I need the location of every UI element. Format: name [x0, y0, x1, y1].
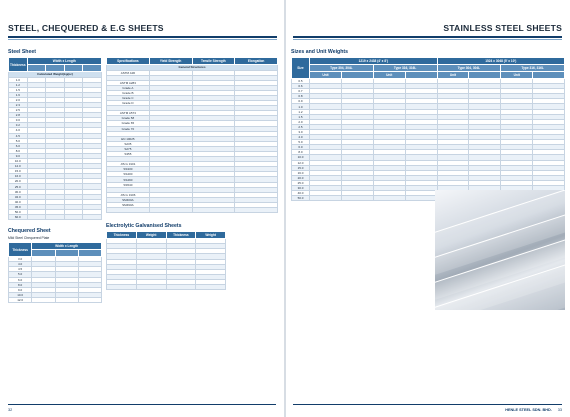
steel-sheet-cell: 30.0: [9, 189, 28, 194]
steel-sheet-cell: [83, 215, 102, 220]
sizes-unit-2: [341, 72, 373, 79]
specifications-section: [106, 44, 278, 290]
chequered-sheet-row: [9, 297, 102, 302]
sizes-cell: [341, 196, 373, 201]
left-header-rule-thin: [8, 39, 277, 40]
spec-cell: ASTM A283: [107, 80, 150, 85]
steel-sheet-cell: 3.0: [9, 118, 28, 123]
steel-calc-weight-band: Calculated Weight(kg/pc): [9, 72, 102, 78]
chequered-sheet-cell: [32, 297, 55, 302]
steel-size-col-2: [46, 65, 65, 72]
steel-thickness-header: Thickness: [9, 58, 28, 72]
sizes-sub-304-a: Type 304, 304L: [310, 65, 374, 72]
steel-sheet-cell: 45.0: [9, 204, 28, 209]
spec-cell: S275: [107, 146, 150, 151]
spec-row: [107, 208, 278, 213]
right-header: [293, 6, 562, 36]
steel-sheet-cell: 6.0: [9, 143, 28, 148]
sizes-cell: 1.2: [292, 109, 310, 114]
left-footer-rule: [8, 404, 276, 405]
spec-cell: Grade A: [107, 85, 150, 90]
electrolytic-cell: [107, 284, 137, 289]
sizes-cell: 30.0: [292, 185, 310, 190]
spec-cell: SM400A: [107, 197, 150, 202]
chequered-sheet-body: [9, 257, 102, 303]
stainless-sheets-photo: [435, 190, 565, 310]
left-page-number: 32: [8, 408, 13, 412]
sizes-cell: 2.0: [292, 119, 310, 124]
spec-cell: [107, 208, 150, 213]
steel-sheet-cell: 12.0: [9, 164, 28, 169]
steel-sheet-cell: [27, 215, 46, 220]
sizes-cell: 5.0: [292, 140, 310, 145]
eg-header-thickness-1: Thickness: [107, 232, 137, 239]
sizes-cell: 2.5: [292, 124, 310, 129]
sizes-cell: 40.0: [292, 191, 310, 196]
electrolytic-table: [106, 231, 226, 290]
specifications-body: [107, 70, 278, 213]
sizes-cell: [405, 196, 437, 201]
specifications-table: [106, 57, 278, 213]
sizes-size-header: Size: [292, 58, 310, 79]
steel-sheet-section: [8, 44, 102, 303]
spec-cell: JIS G 3106: [107, 192, 150, 197]
sizes-cell: 0.5: [292, 79, 310, 84]
sizes-cell: 1.0: [292, 104, 310, 109]
sizes-cell: 25.0: [292, 180, 310, 185]
steel-size-col-1: [27, 65, 46, 72]
steel-sheet-cell: 16.0: [9, 174, 28, 179]
steel-sheet-cell: 4.5: [9, 133, 28, 138]
spec-cell: JIS G 3101: [107, 162, 150, 167]
right-page-number: 33: [557, 408, 562, 412]
sizes-body: [292, 79, 565, 201]
sizes-cell: 1.5: [292, 114, 310, 119]
sizes-unit-7: Unit: [501, 72, 533, 79]
sizes-cell: 0.8: [292, 94, 310, 99]
right-page-title: STAINLESS STEEL SHEETS: [443, 23, 562, 33]
steel-sheet-cell: 40.0: [9, 199, 28, 204]
spec-cell: SS400: [107, 172, 150, 177]
electrolytic-cell: [196, 284, 226, 289]
sizes-group-5x10: 1524 x 3048 (5' x 10'): [437, 58, 565, 65]
chequered-sheet-cell: 9.0: [9, 287, 32, 292]
right-header-rule: [293, 36, 562, 38]
sizes-cell: 10.0: [292, 155, 310, 160]
steel-sheet-table: [8, 57, 102, 220]
chequered-sheet-table: [8, 242, 102, 303]
sizes-cell: 0.7: [292, 89, 310, 94]
steel-sheet-cell: 1.0: [9, 77, 28, 82]
sizes-table: [291, 57, 565, 201]
sizes-cell: 12.0: [292, 160, 310, 165]
steel-sheet-body: [9, 77, 102, 220]
sizes-unit-5: Unit: [437, 72, 469, 79]
sizes-cell: [310, 196, 342, 201]
steel-size-col-3: [64, 65, 83, 72]
sizes-unit-1: Unit: [310, 72, 342, 79]
steel-sheet-cell: 8.0: [9, 148, 28, 153]
sizes-sub-316-a: Type 316, 316L: [373, 65, 437, 72]
steel-sheet-cell: [46, 215, 65, 220]
steel-sheet-cell: 2.8: [9, 113, 28, 118]
steel-sheet-cell: [64, 215, 83, 220]
spec-cell: [235, 208, 278, 213]
sizes-section: [291, 44, 565, 201]
spec-cell: S355: [107, 152, 150, 157]
sizes-title: Sizes and Unit Weights: [291, 49, 348, 55]
steel-sheet-cell: 20.0: [9, 179, 28, 184]
electrolytic-cell: [166, 284, 196, 289]
spec-cell: Grade D: [107, 101, 150, 106]
steel-sheet-cell: 60.0: [9, 215, 28, 220]
chequered-sheet-cell: 5.0: [9, 272, 32, 277]
steel-sheet-cell: 9.0: [9, 153, 28, 158]
sizes-sub-316-b: Type 316, 316L: [501, 65, 565, 72]
chequered-sheet-cell: 6.0: [9, 277, 32, 282]
electrolytic-row: [107, 284, 226, 289]
spec-header-specifications: Specifications: [107, 58, 150, 65]
sizes-sub-304-b: Type 304, 304L: [437, 65, 501, 72]
chequered-thickness-header: Thickness: [9, 243, 32, 257]
spec-cell: EN 10025: [107, 136, 150, 141]
electrolytic-body: [107, 239, 226, 290]
chequered-sheet-cell: 10.0: [9, 292, 32, 297]
chequered-width-length-header: Width x Length: [32, 243, 102, 250]
sizes-cell: 50.0: [292, 196, 310, 201]
chequered-size-col-1: [32, 250, 55, 257]
steel-sheet-cell: 50.0: [9, 209, 28, 214]
sizes-cell: 0.6: [292, 84, 310, 89]
chequered-size-col-3: [78, 250, 101, 257]
spec-cell: Grade B: [107, 90, 150, 95]
electrolytic-title: Electrolytic Galvanised Sheets: [106, 223, 182, 230]
eg-header-weight-2: Weight: [196, 232, 226, 239]
sizes-group-4x8: 1219 x 2438 (4' x 8'): [310, 58, 438, 65]
right-footer-rule: [293, 404, 562, 405]
steel-sheet-cell: 2.3: [9, 102, 28, 107]
chequered-sheet-cell: 4.5: [9, 267, 32, 272]
sizes-unit-8: [533, 72, 565, 79]
left-header-rule: [8, 36, 277, 38]
sizes-unit-6: [469, 72, 501, 79]
steel-sheet-cell: 10.0: [9, 159, 28, 164]
sizes-cell: 3.0: [292, 129, 310, 134]
sizes-cell: 6.0: [292, 145, 310, 150]
left-page-title: STEEL, CHEQUERED & E.G SHEETS: [8, 23, 164, 33]
spec-cell: Grade 65: [107, 121, 150, 126]
steel-size-col-4: [83, 65, 102, 72]
sizes-cell: [373, 196, 405, 201]
steel-sheet-cell: 15.0: [9, 169, 28, 174]
chequered-sheet-cell: [78, 297, 101, 302]
spec-cell: S235: [107, 141, 150, 146]
steel-sheet-cell: 3.2: [9, 123, 28, 128]
spec-cell: [149, 208, 192, 213]
chequered-sheet-cell: 4.0: [9, 262, 32, 267]
sizes-cell: 16.0: [292, 170, 310, 175]
left-footer: [8, 406, 12, 414]
eg-header-weight-1: Weight: [136, 232, 166, 239]
steel-sheet-cell: 1.5: [9, 87, 28, 92]
eg-header-thickness-2: Thickness: [166, 232, 196, 239]
spec-cell: Grade 58: [107, 116, 150, 121]
sizes-cell: 4.0: [292, 135, 310, 140]
chequered-sheet-cell: 8.0: [9, 282, 32, 287]
company-name: HENLE STEEL SDN. BHD.: [505, 408, 552, 412]
steel-sheet-cell: 5.0: [9, 138, 28, 143]
chequered-sheet-subtitle: Mild Steel Chequered Plate: [8, 236, 50, 241]
steel-width-length-header: Width x Length: [27, 58, 101, 65]
spec-cell: SS330: [107, 167, 150, 172]
spec-header-elongation: Elongation: [235, 58, 278, 65]
right-page: [285, 0, 570, 417]
spec-cell: ASTM A36: [107, 70, 150, 75]
steel-sheet-cell: 32.0: [9, 194, 28, 199]
sizes-cell: 15.0: [292, 165, 310, 170]
spec-band-general-structures: General Structures: [107, 65, 278, 71]
spec-cell: SM490A: [107, 202, 150, 207]
steel-sheet-cell: 2.5: [9, 108, 28, 113]
spec-cell: Grade C: [107, 95, 150, 100]
spec-cell: SS490: [107, 177, 150, 182]
sizes-cell: 0.9: [292, 99, 310, 104]
spec-header-yield: Yield Strength: [149, 58, 192, 65]
spec-cell: Grade 70: [107, 126, 150, 131]
spec-header-tensile: Tensile Strength: [192, 58, 235, 65]
steel-sheet-cell: 1.6: [9, 92, 28, 97]
steel-sheet-cell: 4.0: [9, 128, 28, 133]
right-header-rule-thin: [293, 39, 562, 40]
steel-sheet-row: [9, 215, 102, 220]
steel-sheet-cell: 25.0: [9, 184, 28, 189]
chequered-sheet-cell: [55, 297, 78, 302]
right-footer: [505, 406, 562, 414]
electrolytic-cell: [136, 284, 166, 289]
sizes-cell: 8.0: [292, 150, 310, 155]
spec-cell: ASTM A573: [107, 111, 150, 116]
left-header: [8, 6, 277, 36]
chequered-sheet-title: Chequered Sheet: [8, 228, 51, 235]
steel-sheet-cell: 2.0: [9, 97, 28, 102]
chequered-sheet-cell: 12.0: [9, 297, 32, 302]
chequered-sheet-cell: 3.0: [9, 257, 32, 262]
sizes-unit-4: [405, 72, 437, 79]
sizes-unit-3: Unit: [373, 72, 405, 79]
steel-sheet-cell: 1.2: [9, 82, 28, 87]
spec-cell: SS540: [107, 182, 150, 187]
steel-sheet-title: Steel Sheet: [8, 49, 36, 55]
chequered-size-col-2: [55, 250, 78, 257]
sizes-cell: 20.0: [292, 175, 310, 180]
spec-cell: [192, 208, 235, 213]
